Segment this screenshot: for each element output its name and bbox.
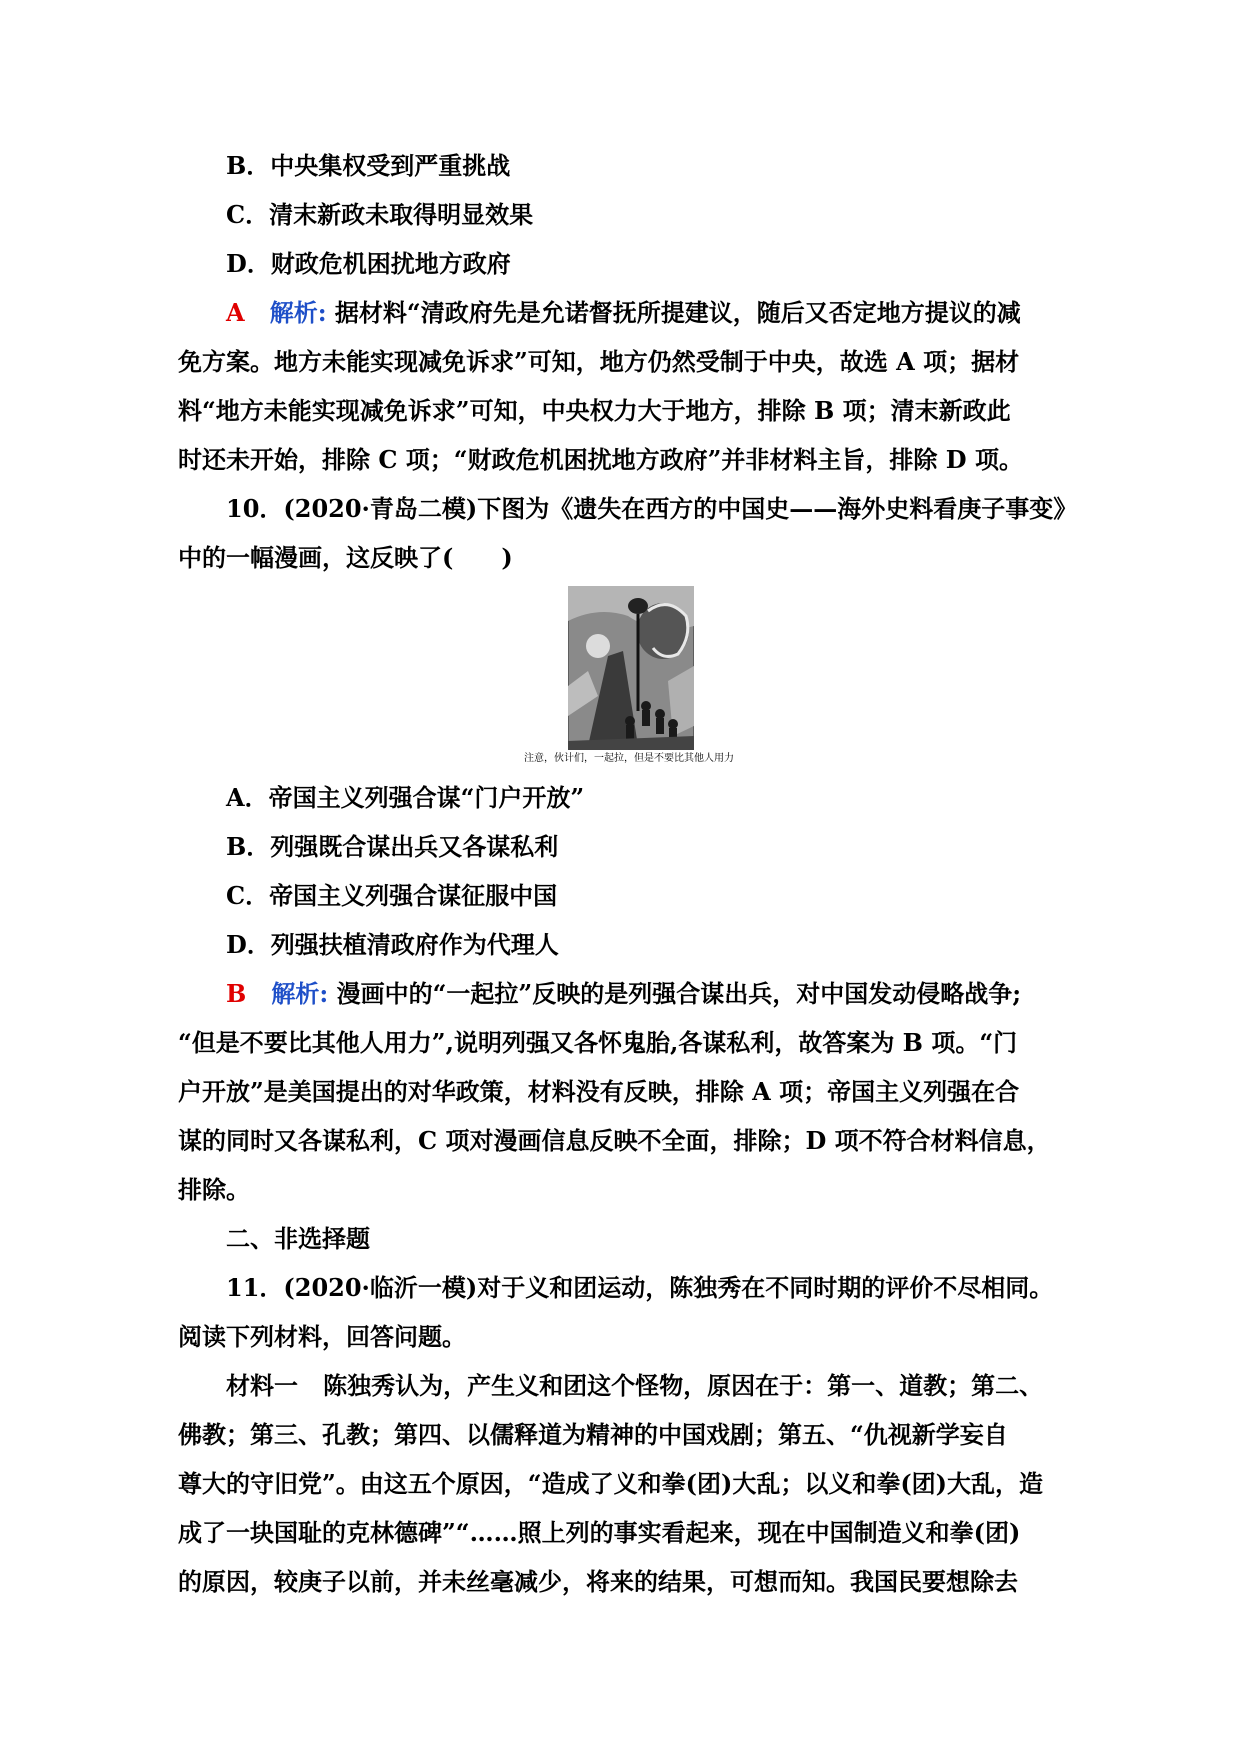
q9-option-d: D．财政危机困扰地方政府 (226, 249, 511, 278)
q10-option-d: D．列强扶植清政府作为代理人 (226, 930, 559, 959)
material1-text-1: 陈独秀认为，产生义和团这个怪物，原因在于：第一、道教；第二、 (323, 1371, 1044, 1400)
q9-option-b: B．中央集权受到严重挑战 (226, 151, 511, 180)
q10-option-a: A．帝国主义列强合谋“门户开放” (226, 783, 585, 812)
q9-answer: A (226, 298, 245, 327)
q10-stem-line-1: 10．(2020·青岛二模)下图为《遗失在西方的中国史——海外史料看庚子事变》 (226, 494, 1078, 523)
q10-stem-line-2: 中的一幅漫画，这反映了( ) (178, 543, 513, 572)
q11-material1-line-4: 成了一块国耻的克林德碑”“……照上列的事实看起来，现在中国制造义和拳(团) (178, 1518, 1021, 1547)
q11-material1-line-1 (226, 1370, 1043, 1402)
q10-analysis-label: 解析: (271, 979, 329, 1008)
q9-analysis-line-4: 时还未开始，排除 C 项；“财政危机困扰地方政府”并非材料主旨，排除 D 项。 (178, 445, 1023, 474)
figure-caption: 注意，伙计们，一起拉，但是不要比其他人用力 (524, 753, 734, 764)
q10-option-c: C．帝国主义列强合谋征服中国 (226, 881, 558, 910)
section-title: 二、非选择题 (226, 1224, 370, 1253)
q10-analysis-line-3: 户开放”是美国提出的对华政策，材料没有反映，排除 A 项；帝国主义列强在合 (178, 1077, 1020, 1106)
q9-analysis-text-1: 据材料“清政府先是允诺督抚所提建议，随后又否定地方提议的减 (334, 298, 1021, 327)
q9-option-c: C．清末新政未取得明显效果 (226, 200, 534, 229)
q10-option-b: B．列强既合谋出兵又各谋私利 (226, 832, 559, 861)
q10-analysis-line-4: 谋的同时又各谋私利，C 项对漫画信息反映不全面，排除；D 项不符合材料信息， (178, 1126, 1051, 1155)
q11-material1-line-5: 的原因，较庚子以前，并未丝毫减少，将来的结果，可想而知。我国民要想除去 (178, 1567, 1018, 1596)
q11-material1-line-2: 佛教；第三、孔教；第四、以儒释道为精神的中国戏剧；第五、“仇视新学妄自 (178, 1420, 1008, 1449)
q9-analysis-line-2: 免方案。地方未能实现减免诉求”可知，地方仍然受制于中央，故选 A 项；据材 (178, 347, 1020, 376)
cartoon-figure (568, 586, 694, 750)
material1-label: 材料一 (226, 1371, 298, 1400)
q10-analysis-text-1: 漫画中的“一起拉”反映的是列强合谋出兵，对中国发动侵略战争; (336, 979, 1022, 1008)
q10-analysis-line-5: 排除。 (178, 1175, 250, 1204)
q10-analysis-line-1 (226, 978, 1021, 1010)
q10-answer: B (226, 979, 247, 1008)
q11-stem-line-2: 阅读下列材料，回答问题。 (178, 1322, 466, 1351)
q9-analysis-line-3: 料“地方未能实现减免诉求”可知，中央权力大于地方，排除 B 项；清末新政此 (178, 396, 1011, 425)
q9-analysis-label: 解析: (269, 298, 327, 327)
q10-analysis-line-2: “但是不要比其他人用力”,说明列强又各怀鬼胎,各谋私利，故答案为 B 项。“门 (178, 1028, 1018, 1057)
q11-stem-line-1: 11．(2020·临沂一模)对于义和团运动，陈独秀在不同时期的评价不尽相同。 (226, 1273, 1054, 1302)
q11-material1-line-3: 尊大的守旧党”。由这五个原因，“造成了义和拳(团)大乱；以义和拳(团)大乱，造 (178, 1469, 1044, 1498)
q9-analysis-line-1 (226, 297, 1021, 329)
